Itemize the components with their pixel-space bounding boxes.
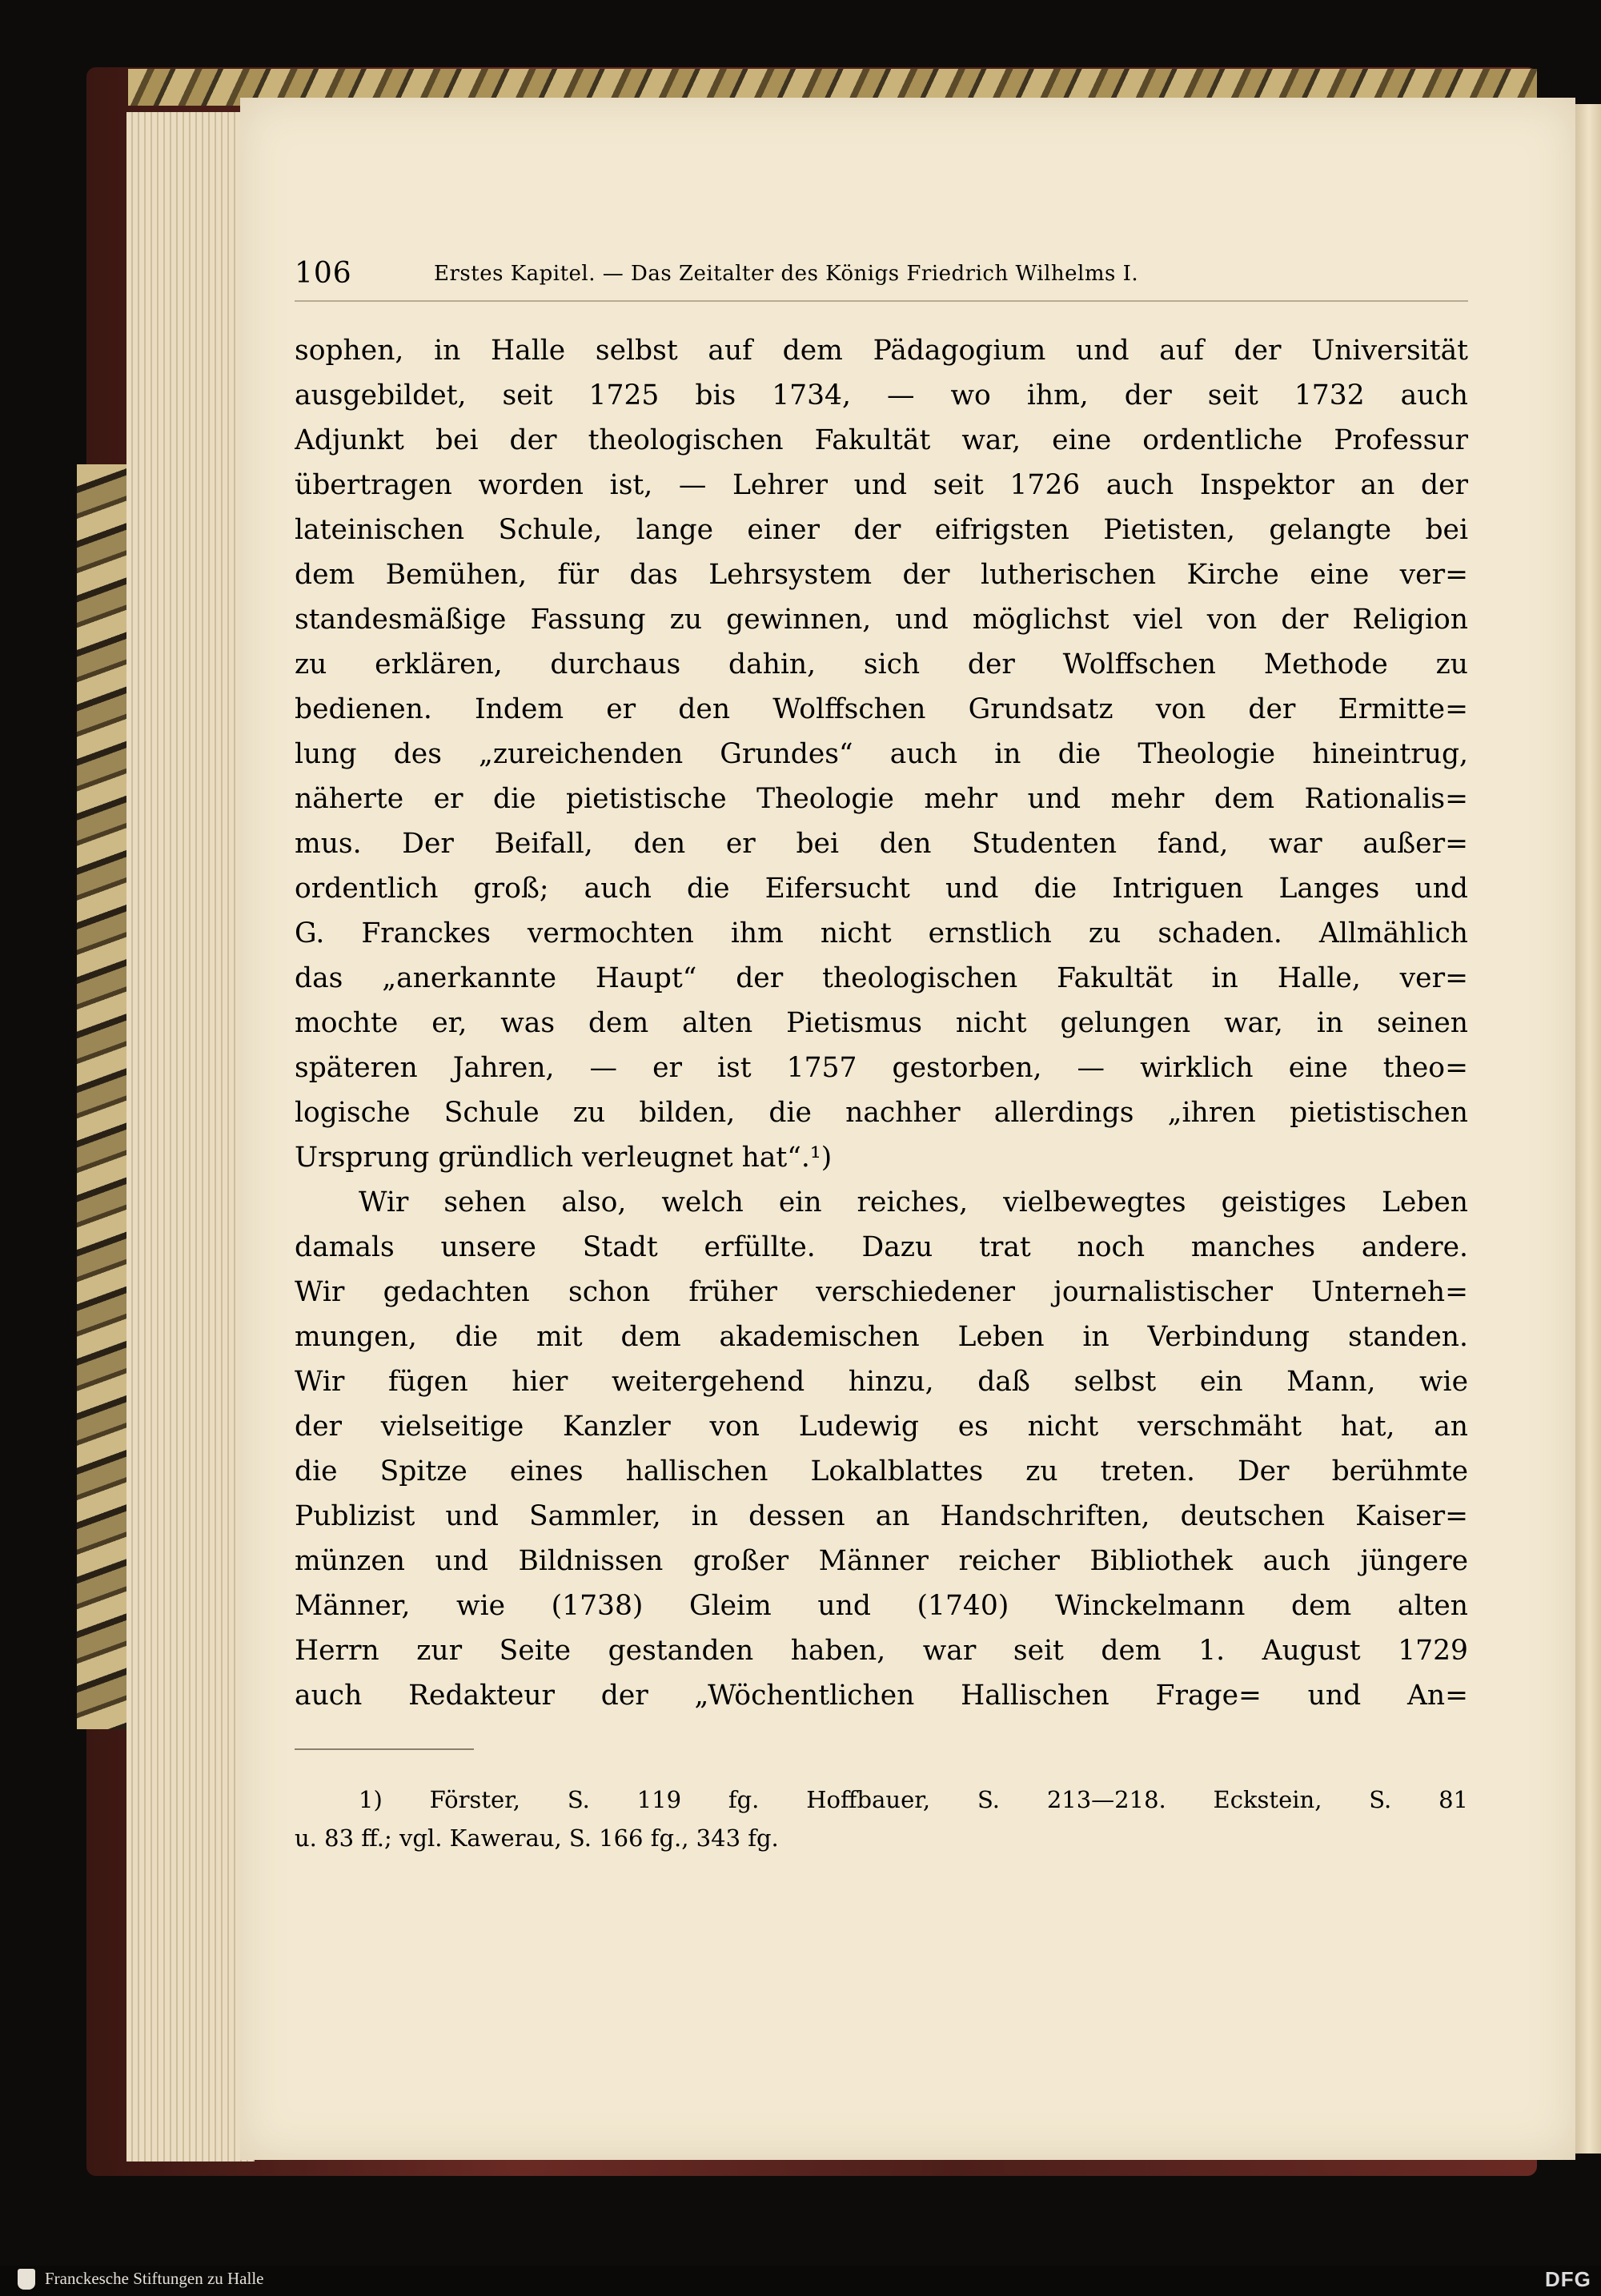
- text-line: Männer, wie (1738) Gleim und (1740) Winckelmann dem alten: [295, 1590, 1468, 1622]
- running-head: [295, 252, 1468, 302]
- text-line: ordentlich groß; auch die Eifersucht und die Intriguen Langes und: [295, 873, 1468, 905]
- text-line: standesmäßige Fassung zu gewinnen, und möglichst viel von der Religion: [295, 604, 1468, 636]
- footnote-divider: [295, 1748, 474, 1750]
- institution-credit: Franckesche Stiftungen zu Halle: [45, 2269, 264, 2288]
- text-line: mungen, die mit dem akademischen Leben in Verbindung standen.: [295, 1321, 1468, 1353]
- text-line: Wir gedachten schon früher verschiedener journalistischer Unterneh=: [295, 1276, 1468, 1308]
- text-line: damals unsere Stadt erfüllte. Dazu trat noch manches andere.: [295, 1231, 1468, 1263]
- text-line: logische Schule zu bilden, die nachher allerdings „ihren pietistischen: [295, 1097, 1468, 1129]
- text-line: mus. Der Beifall, den er bei den Studenten fand, war außer=: [295, 828, 1468, 860]
- running-title: Erstes Kapitel. — Das Zeitalter des Königs Friedrich Wilhelms I.: [434, 262, 1139, 286]
- text-line: münzen und Bildnissen großer Männer reicher Bibliothek auch jüngere: [295, 1545, 1468, 1577]
- text-line: bedienen. Indem er den Wolffschen Grundsatz von der Ermitte=: [295, 693, 1468, 725]
- text-line: das „anerkannte Haupt“ der theologischen Fakultät in Halle, ver=: [295, 962, 1468, 994]
- text-line: lateinischen Schule, lange einer der eifrigsten Pietisten, gelangte bei: [295, 514, 1468, 546]
- text-line: Herrn zur Seite gestanden haben, war seit dem 1. August 1729: [295, 1635, 1468, 1667]
- text-line: Ursprung gründlich verleugnet hat“.¹): [295, 1142, 833, 1174]
- footnote-line: u. 83 ff.; vgl. Kawerau, S. 166 fg., 343 fg.: [295, 1824, 779, 1852]
- text-line: ausgebildet, seit 1725 bis 1734, — wo ihm, der seit 1732 auch: [295, 379, 1468, 411]
- footnote-line: 1) Förster, S. 119 fg. Hoffbauer, S. 213—218. Eckstein, S. 81: [359, 1786, 1468, 1813]
- text-line: übertragen worden ist, — Lehrer und seit 1726 auch Inspektor an der: [295, 469, 1468, 501]
- text-line: mochte er, was dem alten Pietismus nicht gelungen war, in seinen: [295, 1007, 1468, 1039]
- marbled-endpaper-left: [77, 464, 128, 1729]
- text-line: Publizist und Sammler, in dessen an Handschriften, deutschen Kaiser=: [295, 1500, 1468, 1532]
- text-line: G. Franckes vermochten ihm nicht ernstlich zu schaden. Allmählich: [295, 917, 1468, 949]
- page-stack: [126, 112, 255, 2162]
- text-line: Wir sehen also, welch ein reiches, vielbewegtes geistiges Leben: [359, 1186, 1468, 1218]
- text-line: zu erklären, durchaus dahin, sich der Wolffschen Methode zu: [295, 648, 1468, 680]
- dfg-logo: DFG: [1545, 2267, 1591, 2291]
- text-line: auch Redakteur der „Wöchentlichen Hallischen Frage= und An=: [295, 1680, 1468, 1712]
- text-line: die Spitze eines hallischen Lokalblattes zu treten. Der berühmte: [295, 1455, 1468, 1487]
- text-line: näherte er die pietistische Theologie mehr und mehr dem Rationalis=: [295, 783, 1468, 815]
- page-number: 106: [295, 257, 352, 290]
- text-line: dem Bemühen, für das Lehrsystem der lutherischen Kirche eine ver=: [295, 559, 1468, 591]
- text-line: Adjunkt bei der theologischen Fakultät war, eine ordentliche Professur: [295, 424, 1468, 456]
- text-line: sophen, in Halle selbst auf dem Pädagogium und auf der Universität: [295, 335, 1468, 367]
- institution-seal-icon: [18, 2269, 35, 2290]
- text-line: Wir fügen hier weitergehend hinzu, daß selbst ein Mann, wie: [295, 1366, 1468, 1398]
- text-line: der vielseitige Kanzler von Ludewig es nicht verschmäht hat, an: [295, 1411, 1468, 1443]
- text-line: späteren Jahren, — er ist 1757 gestorben, — wirklich eine theo=: [295, 1052, 1468, 1084]
- text-line: lung des „zureichenden Grundes“ auch in die Theologie hineintrug,: [295, 738, 1468, 770]
